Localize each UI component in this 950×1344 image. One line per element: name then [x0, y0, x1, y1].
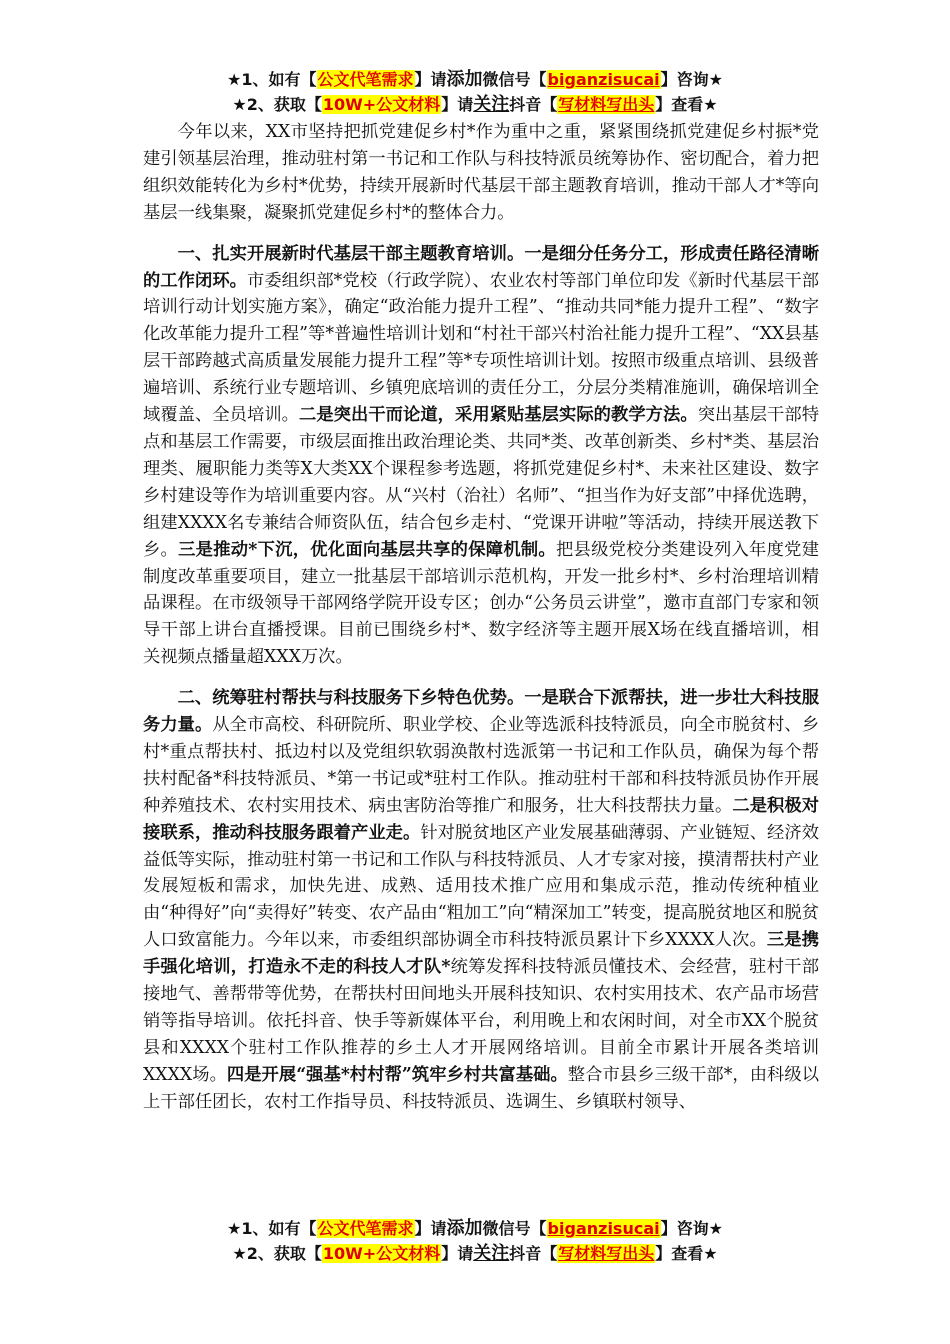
point-title: 一是联合下派帮扶，进一步壮大科技服务力量。: [143, 688, 819, 736]
promo-text: 】请: [441, 95, 474, 114]
promo-douyin-id: 写材料写出头: [558, 95, 655, 114]
point-text: 针对脱贫地区产业发展基础薄弱、产业链短、经济效益低等实际，推动驻村第一书记和工作队与科技特派员、人才专家对接，摸清帮扶村产业发展短板和需求，加快先进、成熟、适用技术推广应用和集成示范，推动传统种植业由“种得好”向“卖得好”转变、农产品由“粗加工”向“精深加工”转变，提高脱贫地区和脱贫人口致富能力。今年以来，市委组织部协调全市科技特派员累计下乡XXXX人次。: [143, 822, 819, 951]
section-2-heading: 二、统筹驻村帮扶与科技服务下乡特色优势。: [177, 688, 525, 709]
promo-banner-top-line2: [0, 93, 950, 117]
promo-text: 】咨询★: [660, 1219, 723, 1238]
promo-text: 】咨询★: [660, 70, 723, 89]
promo-text: ★2、获取【: [232, 95, 322, 114]
intro-paragraph: 今年以来，XX市坚持把抓党建促乡村*作为重中之重，紧紧围绕抓党建促乡村振*党建引领基层治理，推动驻村第一书记和工作队与科技特派员统筹协作、密切配合，着力把组织效能转化为乡村*优势，持续开展新时代基层干部主题教育培训，推动干部人才*等向基层一线集聚，凝聚抓党建促乡村*的整体合力。: [143, 122, 819, 223]
promo-text: ★1、如有【: [227, 70, 317, 89]
point-text: 整合市县乡三级干部*，由科级以上干部任团长，农村工作指导员、科技特派员、选调生、乡镇联村领导、: [143, 1064, 819, 1112]
promo-highlight: 公文代笔需求: [317, 1219, 414, 1238]
point-text: 市委组织部*党校（行政学院）、农业农村等部门单位印发《新时代基层干部培训行动计划实施方案》，确定“政治能力提升工程”、“推动共同*能力提升工程”、“数字化改革能力提升工程”等*普遍性培训计划和“村社干部兴村治社能力提升工程”、“XX县基层干部跨越式高质量发展能力提升工程”等*专项性培训计划。按照市级重点培训、县级普遍培训、系统行业专题培训、乡镇兜底培训的责任分工，分层分类精准施训，确保培训全域覆盖、全员培训。: [143, 270, 819, 426]
point-title: 四是开展“强基*村村帮”筑牢乡村共富基础。: [226, 1064, 568, 1085]
promo-emphasis: 关注: [473, 94, 510, 115]
point-text: 统筹发挥科技特派员懂技术、会经营，驻村干部接地气、善帮带等优势，在帮扶村田间地头开展科技知识、农村实用技术、农产品市场营销等指导培训。依托抖音、快手等新媒体平台，利用晚上和农闲时间，对全市XX个脱贫县和XXXX个驻村工作队推荐的乡土人才开展网络培训。目前全市累计开展各类培训XXXX场。: [143, 957, 819, 1085]
point-title: 二是积极对接联系，推动科技服务跟着产业走。: [143, 795, 819, 843]
promo-wechat-id: biganzisucai: [547, 1219, 660, 1238]
promo-banner-bottom-line1: [0, 1217, 950, 1241]
promo-text: 】请: [441, 1244, 474, 1263]
promo-emphasis: 添加: [446, 1218, 483, 1239]
promo-text: 】查看★: [655, 95, 718, 114]
promo-text: ★2、获取【: [232, 1244, 322, 1263]
point-title: 二是突出干而论道，采用紧贴基层实际的教学方法。: [299, 405, 698, 426]
point-text: 从全市高校、科研院所、职业学校、企业等选派科技特派员，向全市脱贫村、乡村*重点帮扶村、抵边村以及党组织软弱涣散村选派第一书记和工作队员，确保为每个帮扶村配备*科技特派员、*第一书记或*驻村工作队。推动驻村干部和科技特派员协作开展种养殖技术、农村实用技术、病虫害防治等推广和服务，壮大科技帮扶力量。: [143, 715, 819, 816]
point-text: 把县级党校分类建设列入年度党建制度改革重要项目，建立一批基层干部培训示范机构，开发一批乡村*、乡村治理培训精品课程。在市级领导干部网络学院开设专区；创办“公务员云讲堂”，邀市直部门专家和领导干部上讲台直播授课。目前已围绕乡村*、数字经济等主题开展X场在线直播培训，相关视频点播量超XXX万次。: [143, 539, 819, 668]
promo-text: 】请: [414, 70, 447, 89]
section-1-heading: 一、扎实开展新时代基层干部主题教育培训。: [177, 243, 525, 264]
section-1-paragraph: [143, 241, 819, 672]
promo-highlight: 10W+公文材料: [322, 1244, 441, 1263]
promo-text: 微信号【: [482, 70, 547, 89]
promo-highlight: 10W+公文材料: [322, 95, 441, 114]
point-title: 三是推动*下沉，优化面向基层共享的保障机制。: [178, 539, 556, 560]
promo-highlight: 公文代笔需求: [317, 70, 414, 89]
document-body: [143, 119, 819, 1116]
point-title: 三是携手强化培训，打造永不走的科技人才队*: [143, 930, 819, 978]
promo-text: 】查看★: [655, 1244, 718, 1263]
promo-text: 抖音【: [509, 1244, 558, 1263]
promo-banner-bottom-line2: [0, 1242, 950, 1266]
promo-text: 微信号【: [482, 1219, 547, 1238]
point-title: 一是细分任务分工，形成责任路径清晰的工作闭环。: [143, 243, 819, 291]
promo-emphasis: 添加: [446, 69, 483, 90]
point-text: 突出基层干部特点和基层工作需要，市级层面推出政治理论类、共同*类、改革创新类、乡村*类、基层治理类、履职能力类等X大类XX个课程参考选题，将抓党建促乡村*、未来社区建设、数字乡村建设等作为培训重要内容。从“兴村（治社）名师”、“担当作为好支部”中择优选聘，组建XXXX名专兼结合师资队伍，结合包乡走村、“党课开讲啦”等活动，持续开展送教下乡。: [143, 405, 819, 560]
section-2-paragraph: [143, 685, 819, 1116]
promo-text: ★1、如有【: [227, 1219, 317, 1238]
promo-wechat-id: biganzisucai: [547, 70, 660, 89]
promo-emphasis: 关注: [473, 1243, 510, 1264]
promo-douyin-id: 写材料写出头: [558, 1244, 655, 1263]
promo-banner-top-line1: [0, 68, 950, 92]
promo-text: 】请: [414, 1219, 447, 1238]
promo-text: 抖音【: [509, 95, 558, 114]
